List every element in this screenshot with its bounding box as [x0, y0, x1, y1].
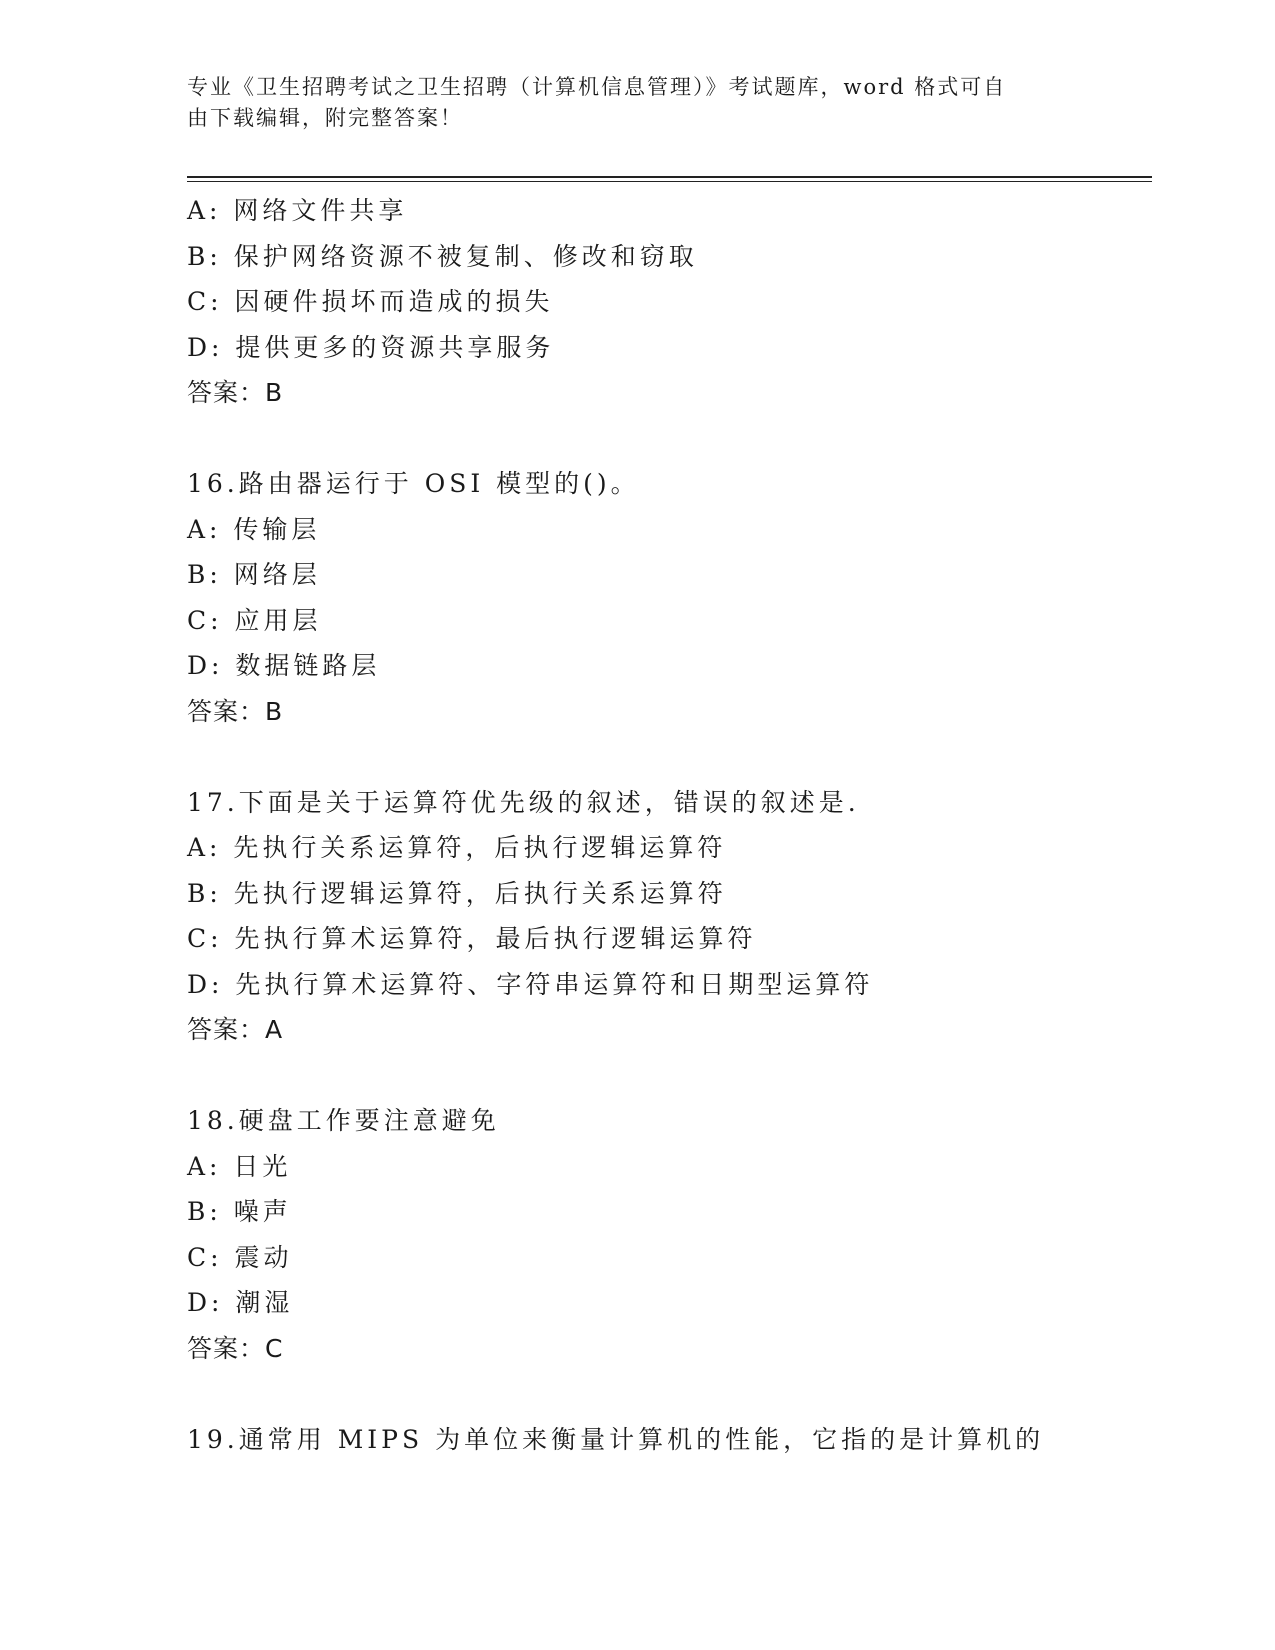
document-header: [187, 72, 1067, 134]
spacer: [187, 734, 1152, 780]
question-18: [187, 1098, 1152, 1371]
option-a: A: 网络文件共享: [187, 196, 408, 225]
option-d: D: 数据链路层: [187, 651, 381, 680]
question-17: [187, 780, 1152, 1053]
option-c: C: 应用层: [187, 605, 322, 635]
option-a: A: 日光: [187, 1151, 292, 1181]
header-divider-thick: [187, 176, 1152, 178]
spacer: [187, 1053, 1152, 1099]
option-c: C: 先执行算术运算符，最后执行逻辑运算符: [187, 924, 757, 953]
option-b: B: 保护网络资源不被复制、修改和窃取: [187, 241, 698, 271]
header-line-2: 由下载编辑，附完整答案！: [187, 106, 463, 130]
option-b: B: 网络层: [187, 560, 321, 589]
option-c: C: 震动: [187, 1242, 293, 1272]
option-b: B: 噪声: [187, 1197, 292, 1226]
option-a: A: 先执行关系运算符，后执行逻辑运算符: [187, 833, 727, 862]
question-list: [187, 188, 1152, 1462]
question-text: 18.硬盘工作要注意避免: [187, 1106, 500, 1135]
option-b: B: 先执行逻辑运算符，后执行关系运算符: [187, 878, 727, 908]
answer: 答案：B: [187, 696, 284, 726]
question-16: [187, 461, 1152, 734]
option-a: A: 传输层: [187, 514, 321, 544]
header-divider-thin: [187, 181, 1152, 182]
question-19: [187, 1417, 1152, 1463]
spacer: [187, 1371, 1152, 1417]
option-c: C: 因硬件损坏而造成的损失: [187, 287, 554, 316]
answer: 答案：B: [187, 378, 284, 407]
spacer: [187, 416, 1152, 462]
header-line-1: 专业《卫生招聘考试之卫生招聘（计算机信息管理）》考试题库，word 格式可自: [187, 75, 1007, 99]
option-d: D: 潮湿: [187, 1288, 294, 1317]
question-15: [187, 188, 1152, 416]
question-text: 16.路由器运行于 OSI 模型的()。: [187, 469, 640, 498]
option-d: D: 先执行算术运算符、字符串运算符和日期型运算符: [187, 969, 874, 999]
answer: 答案：A: [187, 1015, 284, 1044]
answer: 答案：C: [187, 1333, 284, 1363]
question-text: 17.下面是关于运算符优先级的叙述，错误的叙述是.: [187, 787, 860, 817]
question-text: 19.通常用 MIPS 为单位来衡量计算机的性能，它指的是计算机的: [187, 1424, 1045, 1454]
option-d: D: 提供更多的资源共享服务: [187, 332, 555, 362]
